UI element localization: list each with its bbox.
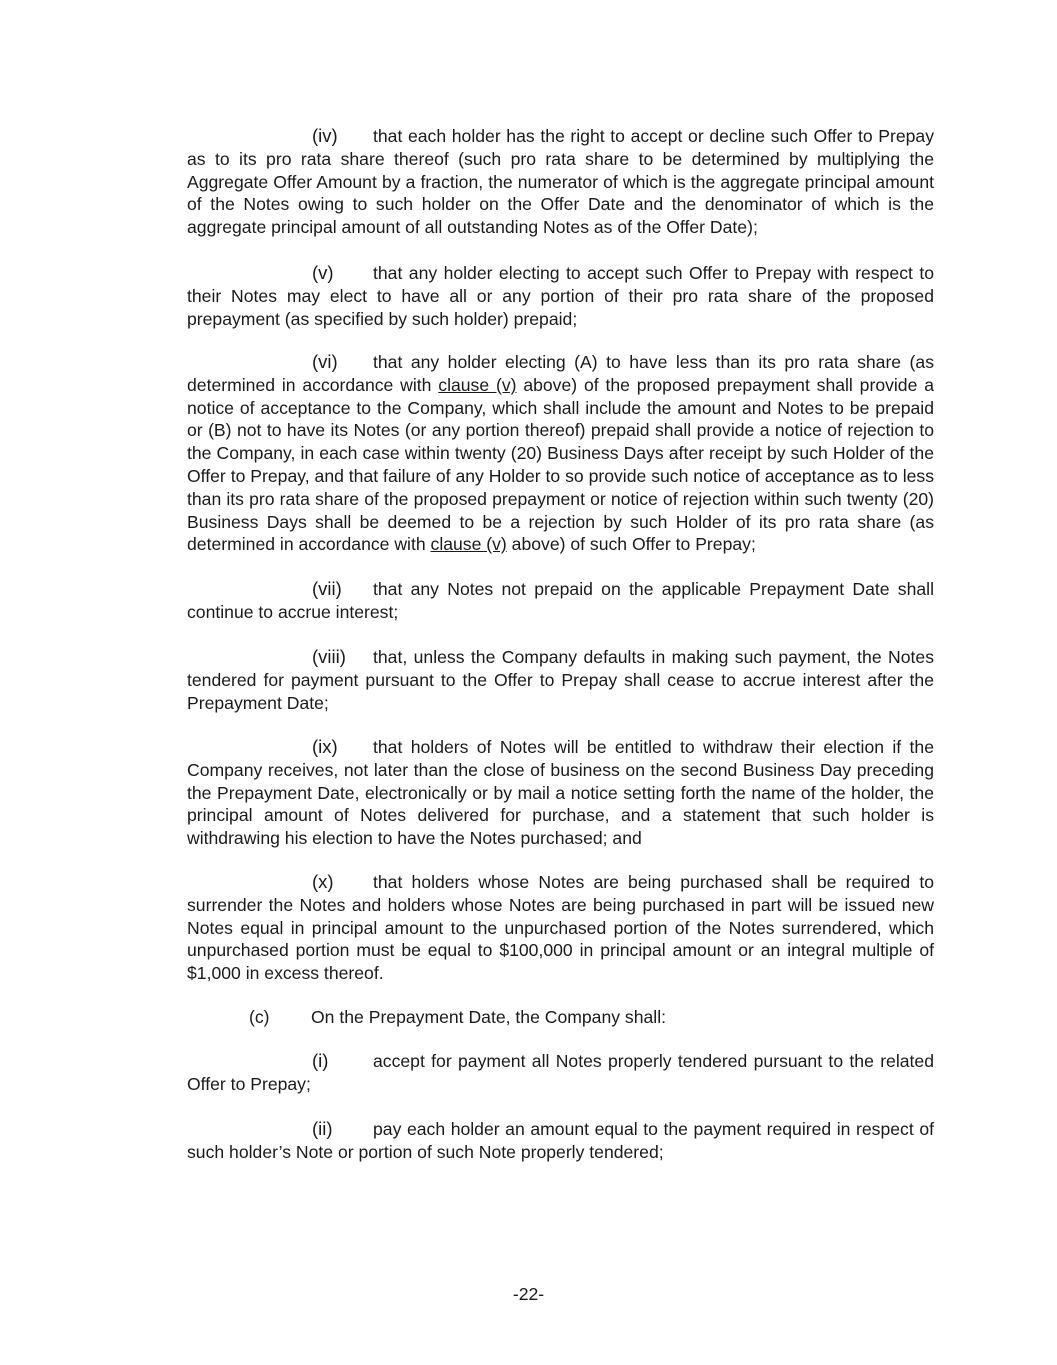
- paragraph-text: pay each holder an amount equal to the payment required in respect of such holder’s Note or portion of such Note properly tendered;: [187, 1119, 934, 1162]
- paragraph-c: [187, 1006, 934, 1029]
- paragraph-number: (iv): [312, 125, 338, 146]
- paragraph-iv: [187, 125, 934, 239]
- paragraph-number: (c): [249, 1007, 270, 1027]
- paragraph-viii: [187, 646, 934, 714]
- paragraph-text: that any holder electing to accept such Offer to Prepay with respect to their Notes may elect to have all or any portion of their pro rata share of the proposed prepayment (as specified by such holder) prepaid;: [187, 263, 934, 329]
- paragraph-text: that any holder electing (A) to have less than its pro rata share (as determined in accordance with: [187, 352, 934, 395]
- paragraph-number: (i): [312, 1050, 329, 1071]
- paragraph-text: above) of such Offer to Prepay;: [506, 534, 756, 555]
- paragraph-ii: [187, 1118, 934, 1164]
- paragraph-text: that, unless the Company defaults in making such payment, the Notes tendered for payment pursuant to the Offer to Prepay shall cease to accrue interest after the Prepayment Date;: [187, 647, 934, 713]
- paragraph-v: [187, 262, 934, 330]
- paragraph-number: (vii): [312, 578, 342, 599]
- paragraph-number: (ix): [312, 736, 338, 757]
- paragraph-text: above) of the proposed prepayment shall provide a notice of acceptance to the Company, which shall include the amount and Notes to be prepaid or (B) not to have its Notes (or any portion thereof) prepaid shall provide a notice of rejection to the Company, in each case within twenty (20) Business Days after receipt by such Holder of the Offer to Prepay, and that failure of any Holder to so provide such notice of acceptance as to less than its pro rata share of the proposed prepayment or notice of rejection within such twenty (20) Business Days shall be deemed to be a rejection by such Holder of its pro rata share (as determined in accordance with: [187, 374, 934, 555]
- page-number: -22-: [512, 1284, 545, 1304]
- clause-reference: clause (v): [438, 374, 517, 395]
- paragraph-number: (viii): [312, 646, 346, 667]
- clause-reference: clause (v): [430, 534, 507, 555]
- paragraph-vi: [187, 351, 934, 556]
- paragraph-text: that holders whose Notes are being purchased shall be required to surrender the Notes and holders whose Notes are being purchased in part will be issued new Notes equal in principal amount to the unpurchased portion of the Notes surrendered, which unpurchased portion must be equal to $100,000 in principal amount or an integral multiple of $1,000 in excess thereof.: [187, 872, 934, 984]
- paragraph-i: [187, 1050, 934, 1096]
- paragraph-text: accept for payment all Notes properly tendered pursuant to the related Offer to Prepay;: [187, 1051, 934, 1094]
- paragraph-number: (x): [312, 871, 334, 892]
- paragraph-ix: [187, 736, 934, 850]
- paragraph-vii: [187, 578, 934, 624]
- paragraph-text: that any Notes not prepaid on the applicable Prepayment Date shall continue to accrue interest;: [187, 579, 934, 622]
- paragraph-x: [187, 871, 934, 985]
- paragraph-number: (v): [312, 262, 334, 283]
- paragraph-text: that holders of Notes will be entitled to withdraw their election if the Company receives, not later than the close of business on the second Business Day preceding the Prepayment Date, electronically or by mail a notice setting forth the name of the holder, the principal amount of Notes delivered for purchase, and a statement that such holder is withdrawing his election to have the Notes purchased; and: [187, 737, 934, 849]
- paragraph-number: (ii): [312, 1118, 333, 1139]
- paragraph-text: that each holder has the right to accept or decline such Offer to Prepay as to its pro rata share thereof (such pro rata share to be determined by multiplying the Aggregate Offer Amount by a fraction, the numerator of which is the aggregate principal amount of the Notes owing to such holder on the Offer Date and the denominator of which is the aggregate principal amount of all outstanding Notes as of the Offer Date);: [187, 126, 934, 238]
- paragraph-number: (vi): [312, 351, 338, 372]
- paragraph-text: On the Prepayment Date, the Company shall:: [311, 1007, 666, 1027]
